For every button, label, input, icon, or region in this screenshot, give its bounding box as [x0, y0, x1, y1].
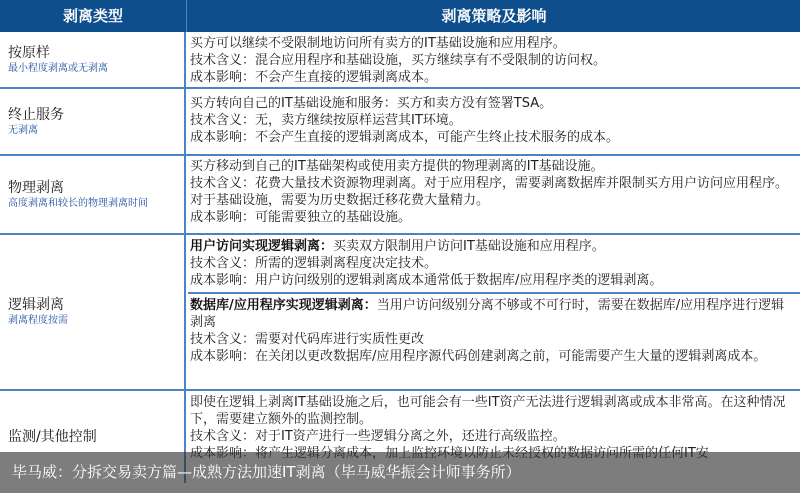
- table-row: [0, 89, 800, 156]
- section-heading-bold: 用户访问实现逻辑剥离：: [190, 239, 334, 254]
- row-title: 终止服务: [8, 106, 64, 123]
- section-heading-text: 当用户访问级别分离不够或不可行时，需要在数据库/应用程序进行逻辑剥离: [190, 298, 785, 330]
- cost-impact: 成本影响：在关闭以更改数据库/应用程序源代码创建剥离之前，可能需要产生大量的逻辑剥离成本。: [190, 349, 767, 364]
- row-type-cell: [0, 89, 186, 154]
- row-title: 监测/其他控制: [8, 429, 97, 445]
- table-row: [0, 156, 800, 235]
- user-access-section: [190, 238, 794, 289]
- tech-implication: 技术含义：需要对代码库进行实质性更改: [190, 332, 425, 347]
- tech-implication: 技术含义：无，卖方继续按原样运营其IT环境。: [190, 113, 462, 128]
- strategy-line: 买方移动到自己的IT基础架构或使用卖方提供的物理剥离的IT基础设施。: [190, 159, 604, 174]
- database-app-section: [190, 297, 794, 365]
- cost-impact: 成本影响：用户访问级别的逻辑剥离成本通常低于数据库/应用程序类的逻辑剥离。: [190, 273, 663, 288]
- section-heading: [190, 238, 794, 255]
- section-divider: [188, 292, 800, 294]
- tech-implication: 技术含义：混合应用程序和基础设施，买方继续享有不受限制的访问权。: [190, 53, 607, 68]
- table-header: [0, 0, 800, 32]
- row-subtitle: 高度剥离和较长的物理剥离时间: [8, 197, 148, 209]
- cost-impact: 成本影响：可能需要独立的基础设施。: [190, 210, 412, 225]
- row-title: 逻辑剥离: [8, 297, 64, 313]
- section-heading: [190, 297, 794, 331]
- row-strategy-cell: [190, 158, 794, 226]
- section-heading-text: 买卖双方限制用户访问IT基础设施和应用程序。: [333, 239, 605, 254]
- cost-impact: 成本影响：不会产生直接的逻辑剥离成本，可能产生终止技术服务的成本。: [190, 130, 620, 145]
- strategy-line: 买方可以继续不受限制地访问所有卖方的IT基础设施和应用程序。: [190, 36, 566, 51]
- row-title: 物理剥离: [8, 179, 64, 196]
- row-title: 按原样: [8, 44, 50, 61]
- row-type-cell: [0, 156, 186, 233]
- table-row: [0, 32, 800, 89]
- table-row: [0, 235, 800, 391]
- row-subtitle: 最小程度剥离或无剥离: [8, 62, 108, 74]
- tech-implication: 技术含义：所需的逻辑剥离程度决定技术。: [190, 256, 438, 271]
- header-type: 剥离类型: [62, 7, 123, 25]
- section-heading-bold: 数据库/应用程序实现逻辑剥离：: [190, 298, 377, 313]
- tech-implication: 技术含义：对于IT资产进行一些逻辑分离之外，还进行高级监控。: [190, 429, 566, 444]
- row-strategy-cell: [190, 95, 794, 146]
- row-subtitle: 剥离程度按需: [8, 315, 68, 326]
- row-subtitle: 无剥离: [8, 124, 38, 136]
- tech-implication: 技术含义：花费大量技术资源物理剥离。对于应用程序，需要剥离数据库并限制买方用户访问应用程序。对于基础设施，需要为历史数据迁移花费大量精力。: [190, 176, 789, 208]
- row-strategy-cell: [190, 35, 794, 86]
- strategy-line: 即使在逻辑上剥离IT基础设施之后，也可能会有一些IT资产无法进行逻辑剥离或成本非常高。在这种情况下，需要建立额外的监测控制。: [190, 395, 786, 427]
- image-caption: 毕马威：分拆交易卖方篇—成熟方法加速IT剥离（毕马威华振会计师事务所）: [0, 452, 800, 493]
- strategy-line: 买方转向自己的IT基础设施和服务：买方和卖方没有签署TSA。: [190, 96, 553, 111]
- row-type-cell: [0, 32, 186, 87]
- cost-impact: 成本影响：不会产生直接的逻辑剥离成本。: [190, 70, 438, 85]
- row-type-cell: [0, 235, 186, 389]
- header-strategy: 剥离策略及影响: [186, 0, 800, 32]
